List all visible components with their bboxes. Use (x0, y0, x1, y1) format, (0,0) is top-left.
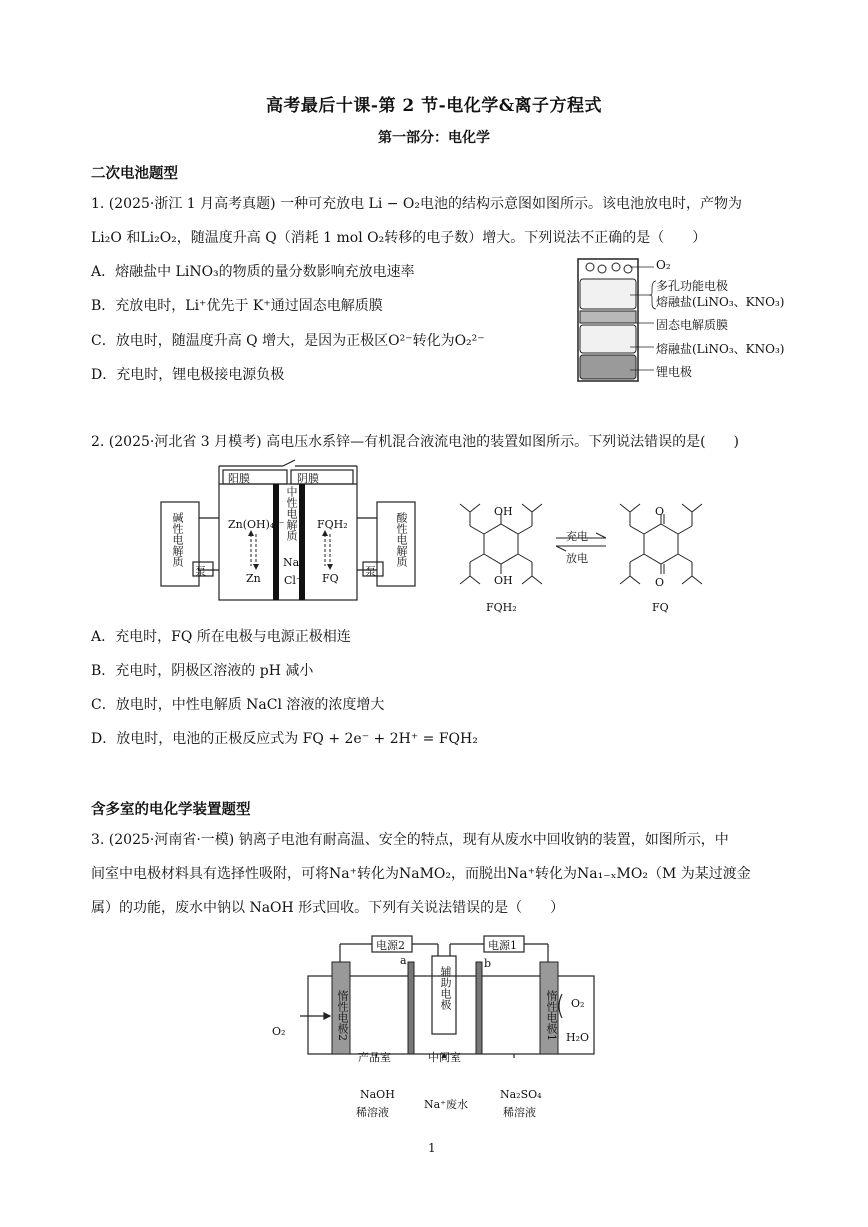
q2-option-a: A．充电时，FQ 所在电极与电源正极相连 (91, 629, 351, 645)
part-heading: 第一部分：电化学 (378, 130, 490, 146)
q2-label-cl: Cl⁻ (284, 574, 302, 587)
q3-label-inert2: 惰性电极2 (336, 990, 349, 1041)
q1-label-porous: 多孔功能电极 (656, 279, 729, 293)
q2-option-c: C．放电时，中性电解质 NaCl 溶液的浓度增大 (91, 697, 385, 713)
q3-label-o2-right: O₂ (571, 997, 585, 1010)
page-number: 1 (428, 1141, 436, 1155)
q3-label-inert1: 惰性电极1 (545, 990, 558, 1041)
q1-option-b: B．充放电时，Li⁺优先于 K⁺通过固态电解质膜 (91, 298, 383, 314)
q1-label-o2: O₂ (656, 258, 671, 272)
q3-label-naoh: NaOH (360, 1088, 395, 1101)
q3-label-na2so4: Na₂SO₄ (500, 1088, 542, 1101)
q1-stem-line1: 1. (2025·浙江 1 月高考真题) 一种可充放电 Li − O₂电池的结构示意图如图所示。该电池放电时，产物为 (91, 196, 743, 212)
q2-label-pump-left: 泵 (195, 565, 206, 578)
q2-stem-line1: 2. (2025·河北省 3 月模考) 高电压水系锌—有机混合液流电池的装置如图所示。下列说法错误的是( ) (91, 434, 739, 450)
section-heading-1: 二次电池题型 (91, 166, 178, 182)
q3-label-h2o: H₂O (566, 1031, 590, 1044)
q3-label-product: 产品室 (358, 1051, 391, 1064)
q2-label-fq: FQ (652, 601, 669, 614)
q3-label-power1: 电源1 (488, 939, 517, 952)
q1-option-c: C．放电时，随温度升高 Q 增大，是因为正极区O²⁻转化为O₂²⁻ (91, 333, 485, 349)
q2-label-zn: Zn (246, 572, 261, 585)
q2-label-oh-bottom: OH (494, 574, 513, 587)
q3-label-aux: 辅助电极 (439, 966, 452, 1010)
q1-label-solid: 固态电解质膜 (656, 318, 729, 332)
q1-option-d: D．充电时，锂电极接电源负极 (91, 367, 285, 383)
q2-label-fqh2: FQH₂ (486, 601, 517, 614)
q3-label-o2-left: O₂ (272, 1025, 286, 1038)
section-heading-2: 含多室的电化学装置题型 (91, 802, 251, 818)
q1-label-li: 锂电极 (656, 365, 693, 379)
q2-label-acidic: 酸性电解质 (395, 512, 408, 567)
q3-label-naoh-sub: 稀溶液 (356, 1106, 389, 1119)
q3-label-middle: 中间室 (428, 1051, 461, 1064)
q3-stem-line1: 3. (2025·河南省·一模) 钠离子电池有耐高温、安全的特点，现有从废水中回收钠的装置，如图所示，中 (91, 832, 729, 848)
q2-label-cation-membrane: 阳膜 (228, 472, 250, 485)
q2-label-o-top: O (655, 505, 665, 518)
page-title: 高考最后十课-第 2 节-电化学&离子方程式 (265, 96, 603, 116)
q2-label-fqh2-cell: FQH₂ (317, 518, 348, 531)
q2-label-fq-cell: FQ (322, 572, 339, 585)
q1-label-molten2: 熔融盐(LiNO₃、KNO₃) (656, 342, 785, 356)
q2-option-d: D．放电时，电池的正极反应式为 FQ + 2e⁻ + 2H⁺ = FQH₂ (91, 731, 478, 747)
q1-stem-line2: Li₂O 和Li₂O₂，随温度升高 Q（消耗 1 mol O₂转移的电子数）增大。下列说法不正确的是（ ） (91, 230, 707, 246)
q1-label-molten1: 熔融盐(LiNO₃、KNO₃) (656, 295, 785, 309)
q2-label-o-bottom: O (655, 576, 665, 589)
q3-label-a: a (400, 954, 407, 967)
q3-label-b: b (484, 957, 492, 970)
q3-label-power2: 电源2 (376, 939, 405, 952)
q2-label-zincate: Zn(OH)₄²⁻ (228, 518, 285, 531)
q3-label-na-waste: Na⁺废水 (424, 1098, 468, 1111)
q2-label-anion-membrane: 阴膜 (297, 472, 319, 485)
q1-option-a: A．熔融盐中 LiNO₃的物质的量分数影响充放电速率 (91, 264, 415, 280)
q2-label-charge: 充电 (566, 530, 588, 543)
q2-label-pump-right: 泵 (365, 565, 376, 578)
q2-label-discharge: 放电 (566, 552, 588, 565)
q2-label-na: Na⁺ (283, 556, 305, 569)
q2-label-neutral: 中性电解质 (285, 486, 298, 541)
q3-label-na2so4-sub: 稀溶液 (503, 1106, 536, 1119)
q3-stem-line2: 间室中电极材料具有选择性吸附，可将Na⁺转化为NaMO₂，而脱出Na⁺转化为Na₁₋ₓMO₂（M 为某过渡金 (91, 866, 751, 882)
q2-molecule-scheme (446, 492, 716, 602)
q2-label-alkaline: 碱性电解质 (171, 512, 184, 567)
q2-option-b: B．充电时，阴极区溶液的 pH 减小 (91, 663, 314, 679)
q3-stem-line3: 属）的功能，废水中钠以 NaOH 形式回收。下列有关说法错误的是（ ） (91, 900, 565, 916)
q2-label-oh-top: OH (494, 505, 513, 518)
